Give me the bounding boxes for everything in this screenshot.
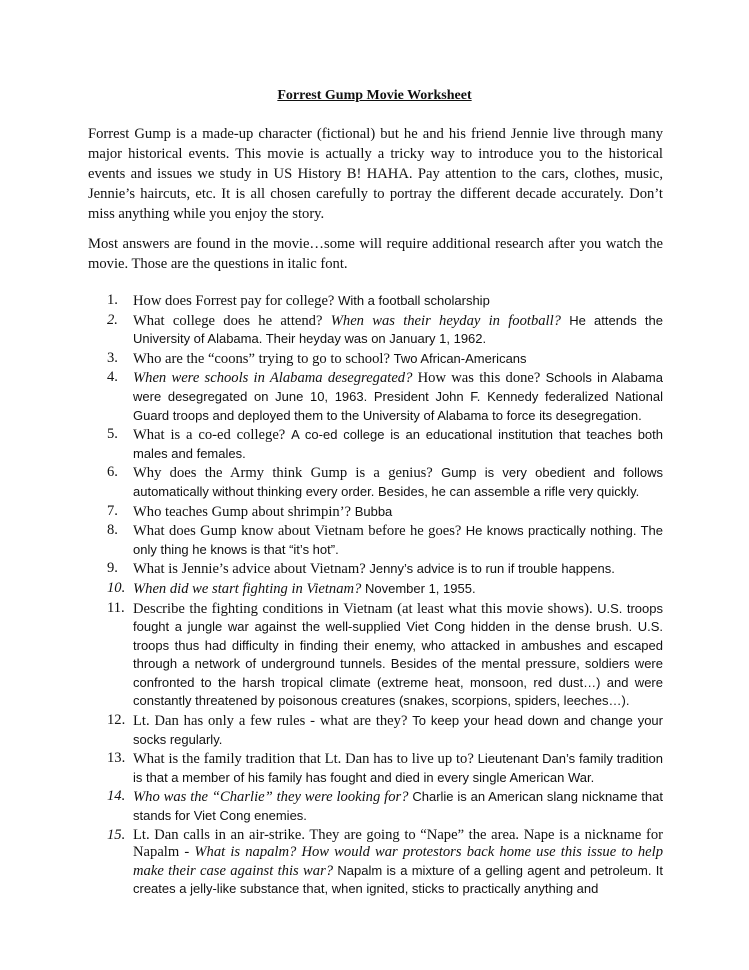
question-text: Who teaches Gump about shrimpin’? — [133, 503, 355, 520]
answer-text: Charlie is an American slang nickname that stands for Viet Cong enemies. — [133, 789, 663, 824]
question-text: When was their heyday in football? — [330, 312, 570, 329]
answer-text: To keep your head down and change your socks regularly. — [133, 713, 663, 747]
question-number: 5. — [107, 426, 118, 443]
question-number: 6. — [107, 464, 118, 481]
question-item — [88, 426, 663, 463]
answer-text: Two African-Americans — [393, 350, 527, 366]
answer-text: November 1, 1955. — [365, 580, 476, 596]
question-text: Why does the Army think Gump is a genius? — [133, 465, 442, 482]
question-text: How was this done? — [417, 370, 546, 387]
question-text: Who are the “coons” trying to go to school? — [133, 350, 394, 367]
question-item — [88, 350, 663, 369]
question-number: 14. — [107, 788, 126, 805]
question-item — [88, 464, 663, 501]
answer-text: Lieutenant Dan’s family tradition is that a member of his family has fought and died in every single American War. — [133, 751, 663, 785]
worksheet-title: Forrest Gump Movie Worksheet — [277, 88, 472, 103]
answer-text: A co-ed college is an educational institution that teaches both males and females. — [133, 427, 663, 461]
question-number: 9. — [107, 560, 118, 577]
question-number: 11. — [107, 599, 125, 616]
question-text: When did we start fighting in Vietnam? — [133, 580, 365, 597]
intro-paragraph: Forrest Gump is a made-up character (fictional) but he and his friend Jennie live through many major historical events. This movie is actually a tricky way to introduce you to the historical events and issues we study in US History B! HAHA. Pay attention to the cars, clothes, music, Jennie’s haircuts, etc. It is all chosen carefully to portray the different decade accurately. Don’t miss anything while you enjoy the story. — [88, 126, 663, 222]
question-item — [88, 369, 663, 425]
question-item — [88, 312, 663, 349]
question-item — [88, 827, 663, 899]
question-item — [88, 292, 663, 311]
question-item — [88, 522, 663, 559]
question-text: When were schools in Alabama desegregated? — [133, 370, 418, 387]
question-number: 3. — [107, 349, 118, 366]
question-item — [88, 712, 663, 749]
question-item — [88, 750, 663, 787]
answer-text: Jenny’s advice is to run if trouble happens. — [369, 561, 615, 577]
question-number: 4. — [107, 369, 118, 386]
answer-text: With a football scholarship — [338, 293, 490, 308]
question-text: What college does he attend? — [133, 312, 331, 329]
question-item — [88, 503, 663, 522]
answer-text: He attends the University of Alabama. Their heyday was on January 1, 1962. — [133, 312, 663, 347]
question-text: What is Jennie’s advice about Vietnam? — [133, 561, 370, 578]
question-text: Describe the fighting conditions in Vietnam (at least what this movie shows). — [133, 600, 598, 617]
question-number: 13. — [107, 750, 126, 767]
question-item — [88, 600, 663, 712]
question-item — [88, 560, 663, 579]
question-item — [88, 580, 663, 599]
question-number: 12. — [107, 712, 126, 729]
question-text: How does Forrest pay for college? — [133, 293, 339, 309]
answer-text: Schools in Alabama were desegregated on June 10, 1963. President John F. Kennedy federalized National Guard troops and deployed them to the University of Alabama to force its desegregation. — [133, 370, 663, 423]
answer-text: He knows practically nothing. The only thing he knows is that “it’s hot”. — [133, 523, 663, 557]
instructions-paragraph: Most answers are found in the movie…some will require additional research after you watch the movie. Those are the questions in italic font. — [88, 236, 663, 272]
question-list — [88, 292, 663, 900]
answer-text: Gump is very obedient and follows automatically without thinking every order. Besides, he can assemble a rifle very quickly. — [133, 465, 663, 499]
question-number: 1. — [107, 292, 118, 308]
question-text: What is a co-ed college? — [133, 427, 292, 444]
question-number: 10. — [107, 579, 126, 596]
question-number: 8. — [107, 522, 118, 539]
answer-text: U.S. troops fought a jungle war against the well-supplied Viet Cong hidden in the dense brush. U.S. troops thus had difficulty in finding their enemy, who attacked in ambushes and escaped through a network of underground tunnels. Besides of the mental pressure, soldiers were confronted to the harsh tropical climate (extreme heat, monsoon, red dust…) and were constantly threatened by poisonous creatures (snakes, scorpions, spiders, leeches…). — [133, 600, 663, 709]
question-item — [88, 788, 663, 825]
question-text: Who was the “Charlie” they were looking for? — [133, 789, 413, 806]
question-text: What does Gump know about Vietnam before he goes? — [133, 523, 466, 540]
answer-text: Bubba — [354, 503, 393, 519]
question-text: Lt. Dan calls in an air-strike. They are going to “Nape” the area. Nape is a nickname for Napalm - — [133, 826, 663, 861]
question-text: What is napalm? How would war protestors back home use this issue to help make their case against this war? — [133, 844, 663, 879]
question-text: What is the family tradition that Lt. Dan has to live up to? — [133, 751, 478, 768]
question-number: 15. — [107, 826, 126, 843]
question-text: Lt. Dan has only a few rules - what are they? — [133, 713, 413, 730]
answer-text: Napalm is a mixture of a gelling agent and petroleum. It creates a jelly-like substance that, when ignited, sticks to practically anything and — [133, 862, 664, 897]
question-number: 2. — [107, 311, 118, 328]
question-number: 7. — [107, 502, 118, 519]
